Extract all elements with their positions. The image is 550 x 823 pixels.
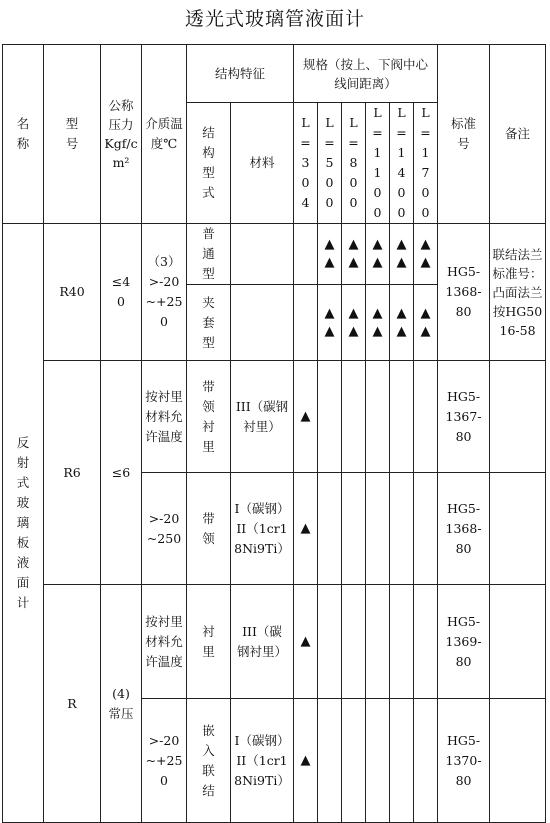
r40-sub1-l1100: ▲ ▲ [366,224,390,285]
r6-sub1-l1100 [366,361,390,473]
r6-sub1-material: III（碳钢衬里） [231,361,294,473]
r-sub2-remark [490,699,546,823]
r-sub2-l1400 [390,699,414,823]
r-sub1-l1400 [390,585,414,699]
r40-sub1-type: 普通型 [187,224,231,285]
r-sub2-l304: ▲ [294,699,318,823]
r-sub2-type: 嵌入联结 [187,699,231,823]
header-structure-type: 结构型式 [187,103,231,224]
r-sub2-l1100 [366,699,390,823]
group-name: 反射式玻璃板液面计 [3,224,44,823]
r40-remark: 联结法兰标准号：凸面法兰按HG5016-58 [490,224,546,361]
header-temp: 介质温度℃ [142,45,187,224]
r6-sub2-l500 [318,473,342,585]
r-sub1-l800 [342,585,366,699]
r6-sub2-l800 [342,473,366,585]
r-sub2-temp: >-20~+250 [142,699,187,823]
r40-pressure: ≤40 [101,224,142,361]
r40-sub1-l1700: ▲ ▲ [414,224,438,285]
r40-sub1-l1400: ▲ ▲ [390,224,414,285]
r-sub2-standard: HG5-1370-80 [438,699,490,823]
header-pressure: 公称压力Kgf/cm² [101,45,142,224]
r6-sub1-temp: 按衬里材料允许温度 [142,361,187,473]
r6-model: R6 [44,361,101,585]
header-l-304: L=304 [294,103,318,224]
header-model: 型号 [44,45,101,224]
r-sub1-l500 [318,585,342,699]
r-sub1-l1700 [414,585,438,699]
r6-sub1-l1400 [390,361,414,473]
r-sub1-remark [490,585,546,699]
r40-sub1-l500: ▲ ▲ [318,224,342,285]
header-l-500: L=500 [318,103,342,224]
r-sub1-material: III（碳钢衬里） [231,585,294,699]
r6-sub2-type: 带领 [187,473,231,585]
r-sub2-l1700 [414,699,438,823]
r40-sub2-material [231,285,294,361]
page-title: 透光式玻璃管液面计 [184,8,365,30]
r-sub1-standard: HG5-1369-80 [438,585,490,699]
spec-table [2,44,546,823]
r6-sub2-temp: >-20~250 [142,473,187,585]
r-pressure: (4)常压 [101,585,142,823]
r-sub2-l500 [318,699,342,823]
r-sub1-type: 衬里 [187,585,231,699]
header-remark: 备注 [490,45,546,224]
header-material: 材料 [231,103,294,224]
r6-sub1-l800 [342,361,366,473]
header-structure: 结构特征 [187,45,294,103]
r6-sub1-l304: ▲ [294,361,318,473]
r6-sub1-l500 [318,361,342,473]
r6-pressure: ≤6 [101,361,142,585]
header-standard: 标准号 [438,45,490,224]
header-name: 名称 [3,45,44,224]
r40-sub1-material [231,224,294,285]
header-l-1100: L=1100 [366,103,390,224]
r-sub1-temp: 按衬里材料允许温度 [142,585,187,699]
r-sub2-l800 [342,699,366,823]
header-spec: 规格（按上、下阀中心线间距离） [294,45,438,103]
r40-sub2-l500: ▲ ▲ [318,285,342,361]
r6-sub1-remark [490,361,546,473]
r6-sub2-standard: HG5-1368-80 [438,473,490,585]
r-model: R [44,585,101,823]
r40-sub1-l304 [294,224,318,285]
r6-sub2-l1100 [366,473,390,585]
r6-sub2-l304: ▲ [294,473,318,585]
r40-sub2-l1700: ▲ ▲ [414,285,438,361]
r6-sub2-remark [490,473,546,585]
r40-sub2-l1400: ▲ ▲ [390,285,414,361]
r6-sub1-standard: HG5-1367-80 [438,361,490,473]
r-sub1-l1100 [366,585,390,699]
r6-sub2-l1400 [390,473,414,585]
r6-sub1-l1700 [414,361,438,473]
r40-sub1-l800: ▲ ▲ [342,224,366,285]
r40-temp: （3）>-20~+250 [142,224,187,361]
header-l-1400: L=1400 [390,103,414,224]
r40-sub2-l1100: ▲ ▲ [366,285,390,361]
r6-sub2-l1700 [414,473,438,585]
r40-sub2-type: 夹套型 [187,285,231,361]
r40-standard: HG5-1368-80 [438,224,490,361]
r6-sub2-material: I（碳钢）II（1cr18Ni9Ti） [231,473,294,585]
r-sub1-l304: ▲ [294,585,318,699]
r40-sub2-l800: ▲ ▲ [342,285,366,361]
r-sub2-material: I（碳钢）II（1cr18Ni9Ti） [231,699,294,823]
header-l-1700: L=1700 [414,103,438,224]
r6-sub1-type: 带领衬里 [187,361,231,473]
header-l-800: L=800 [342,103,366,224]
r40-model: R40 [44,224,101,361]
r40-sub2-l304 [294,285,318,361]
